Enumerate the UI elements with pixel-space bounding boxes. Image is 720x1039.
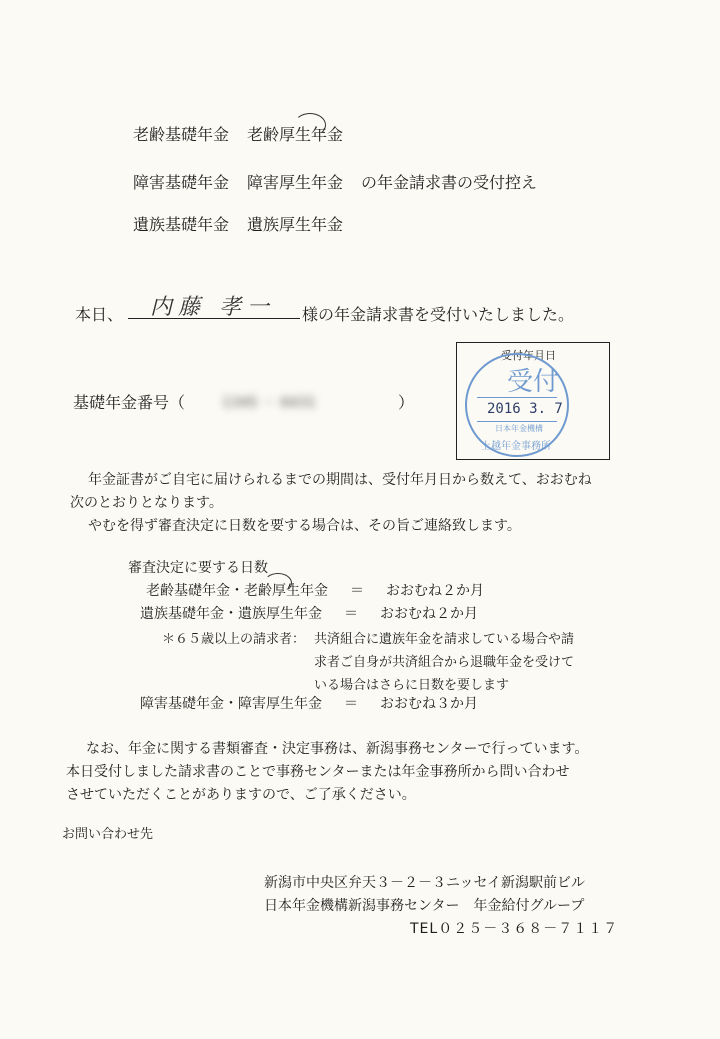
schedule-row-disability [140,693,478,713]
schedule-duration: おおむね２か月 [386,583,484,599]
applicant-name-handwritten: 内藤 孝一 [150,295,275,320]
pension-number-label: 基礎年金番号（ [73,393,186,412]
pension-type-survivor-basic: 遺族基礎年金 [133,215,230,234]
stamp-organization: 日本年金機構 [495,424,543,433]
schedule-duration: おおむね３か月 [380,696,478,712]
reception-date-box [456,342,610,460]
schedule-duration: おおむね２か月 [380,606,478,622]
selection-circle-mark-2 [264,573,292,593]
contact-phone: TEL０２５－３６８－７１１７ [410,921,619,937]
schedule-equals: ＝ [344,696,358,712]
selection-circle-mark [294,113,326,137]
schedule-row-old-age [146,580,484,600]
notice-line-2: 本日受付しました請求書のことで事務センターまたは年金事務所から問い合わせ [66,764,570,780]
receipt-suffix: 様の年金請求書を受付いたしました。 [302,305,575,324]
note-line-3: いる場合はさらに日数を要します [314,678,510,693]
schedule-title: 審査決定に要する日数 [128,560,268,576]
pension-type-disability-employee: 障害厚生年金 [247,173,344,192]
header-row-3 [133,212,343,235]
contact-label: お問い合わせ先 [62,827,154,842]
note-label: ＊６５歳以上の請求者： [162,632,306,647]
pension-type-disability-basic: 障害基礎年金 [133,173,230,192]
schedule-label: 障害基礎年金・障害厚生年金 [140,696,322,712]
stamp-received-text: 受付 [507,367,560,397]
intro-line-2: 次のとおりとなります。 [70,495,223,511]
stamp-divider-bottom [477,421,557,422]
stamp-divider-top [477,397,557,398]
schedule-equals: ＝ [350,583,364,599]
intro-line-3: やむを得ず審査決定に日数を要する場合は、その旨ご連絡致します。 [88,518,521,534]
schedule-label: 遺族基礎年金・遺族厚生年金 [140,606,322,622]
pension-number-close: ） [398,393,415,412]
intro-line-1: 年金証書がご自宅に届けられるまでの期間は、受付年月日から数えて、おおむね [88,472,592,488]
header-row-2 [133,170,537,193]
receipt-copy-title: の年金請求書の受付控え [361,173,538,192]
contact-organization: 日本年金機構新潟事務センター 年金給付グループ [264,898,585,914]
pension-type-old-age-employee: 老齢厚生年金 [247,125,344,144]
note-line-2: 求者ご自身が共済組合から退職年金を受けて [314,655,575,670]
contact-address: 新潟市中央区弁天３－２－３ニッセイ新潟駅前ビル [264,875,586,891]
notice-line-1: なお、年金に関する書類審査・決定事務は、新潟事務センターで行っています。 [86,741,589,757]
schedule-label: 老齢基礎年金・老齢厚生年金 [146,583,328,599]
schedule-equals: ＝ [344,606,358,622]
stamp-date: 2016 3. 7 [487,401,563,417]
pension-type-old-age-basic: 老齢基礎年金 [133,125,230,144]
notice-line-3: させていただくことがありますので、ご了承ください。 [66,787,416,803]
stamp-office-name: 上越年金事務所 [481,441,551,452]
reception-stamp [465,353,569,457]
receipt-prefix: 本日、 [75,305,124,324]
pension-number-value-redacted: 1345 － 6431 [222,395,317,411]
pension-type-survivor-employee: 遺族厚生年金 [247,215,344,234]
note-line-1: 共済組合に遺族年金を請求している場合や請 [314,632,575,647]
schedule-row-survivor [140,603,478,623]
reception-date-label: 受付年月日 [501,349,556,362]
